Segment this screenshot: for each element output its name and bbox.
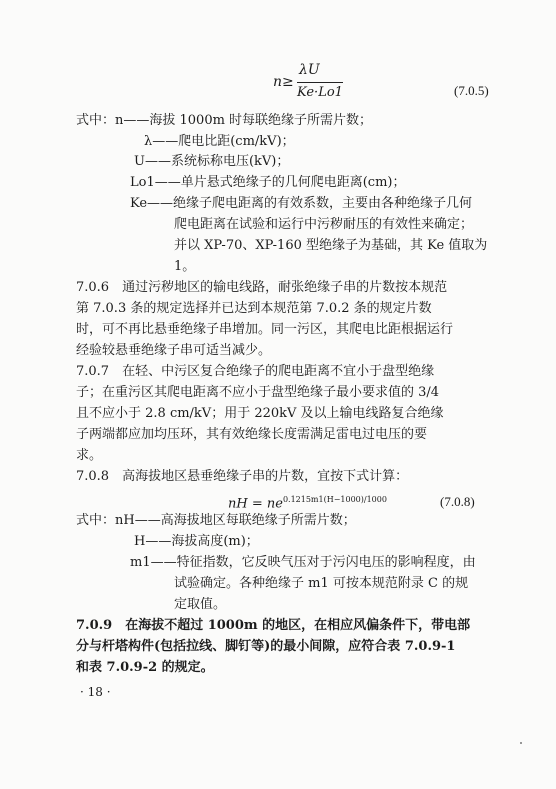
- formula-7-0-5: [273, 62, 393, 112]
- para-line: 第 7.0.3 条的规定选择并已达到本规范第 7.0.2 条的规定片数: [76, 301, 432, 316]
- def-line: H——海拔高度(m)；: [134, 534, 259, 549]
- def-line: 式中：n——海拔 1000m 时每联绝缘子所需片数；: [76, 113, 373, 128]
- formula-numerator: λU: [299, 62, 320, 78]
- def-line: Lo1——单片悬式绝缘子的几何爬电距离(cm)；: [130, 175, 406, 190]
- para-line: 分与杆塔构件(包括拉线、脚钉等)的最小间隙，应符合表 7.0.9-1: [76, 639, 456, 654]
- scan-speck: [520, 742, 522, 744]
- para-line: 子两端都应加均压环，其有效绝缘长度需满足雷电过电压的要: [76, 427, 428, 442]
- formula-number-7-0-8: (7.0.8): [440, 494, 475, 509]
- formula-denominator: Ke·Lo1: [297, 85, 343, 100]
- def-line: m1——特征指数，它反映气压对于污闪电压的影响程度，由: [130, 555, 476, 570]
- def-line: 式中：nH——高海拔地区每联绝缘子所需片数；: [76, 513, 356, 528]
- formula-number-7-0-5: (7.0.5): [454, 83, 489, 98]
- page-number: · 18 ·: [80, 685, 111, 699]
- para-7-0-8: 7.0.8 高海拔地区悬垂绝缘子串的片数，宜按下式计算：: [76, 469, 409, 484]
- formula-exponent: 0.1215m1(H−1000)/1000: [282, 495, 387, 504]
- para-line: 和表 7.0.9-2 的规定。: [76, 660, 214, 675]
- para-7-0-9: 7.0.9 在海拔不超过 1000m 的地区，在相应风偏条件下，带电部: [76, 618, 471, 633]
- para-line: 经验较悬垂绝缘子串可适当减少。: [76, 343, 272, 358]
- def-line: 试验确定。各种绝缘子 m1 可按本规范附录 C 的规: [174, 576, 469, 591]
- para-line: 且不应小于 2.8 cm/kV；用于 220kV 及以上输电线路复合绝缘: [76, 406, 444, 421]
- def-line: 定取值。: [174, 597, 227, 612]
- def-line: 爬电距离在试验和运行中污秽耐压的有效性来确定；: [174, 217, 474, 232]
- def-line: 并以 XP-70、XP-160 型绝缘子为基础，其 Ke 值取为: [174, 238, 488, 253]
- def-line: U——系统标称电压(kV)；: [134, 154, 290, 169]
- para-7-0-6: 7.0.6 通过污秽地区的输电线路，耐张绝缘子串的片数按本规范: [76, 280, 448, 295]
- def-line: 1。: [174, 259, 196, 274]
- def-line: Ke——绝缘子爬电距离的有效系数，主要由各种绝缘子几何: [130, 196, 473, 211]
- para-7-0-7: 7.0.7 在轻、中污区复合绝缘子的爬电距离不宜小于盘型绝缘: [76, 364, 435, 379]
- def-line: λ——爬电比距(cm/kV)；: [144, 134, 295, 149]
- formula-lhs: nH = ne: [228, 496, 283, 512]
- para-line: 时，可不再比悬垂绝缘子串增加。同一污区，其爬电比距根据运行: [76, 322, 454, 337]
- fraction-bar: [297, 82, 343, 83]
- formula-7-0-8: [228, 492, 387, 512]
- para-line: 子；在重污区其爬电距离不应小于盘型绝缘子最小要求值的 3/4: [76, 385, 440, 400]
- para-line: 求。: [76, 448, 103, 463]
- formula-lhs: n≥: [273, 74, 294, 90]
